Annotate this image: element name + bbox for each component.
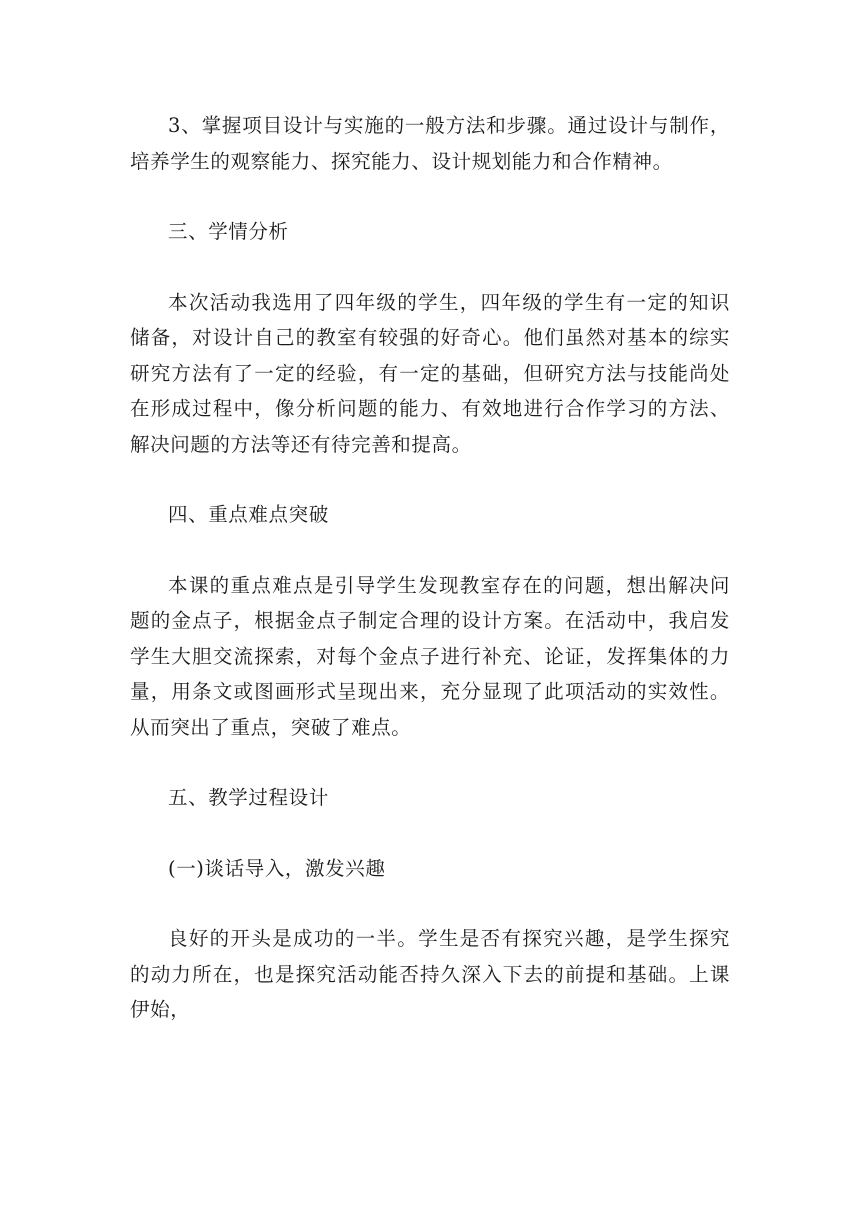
paragraph-gap [130,745,730,780]
subsection-heading-introduction: (一)谈话导入，激发兴趣 [168,856,386,880]
paragraph-gap [130,816,730,851]
paragraph-learner-analysis: 本次活动我选用了四年级的学生，四年级的学生有一定的知识储备，对设计自己的教室有较强的好奇心。他们虽然对基本的综实研究方法有了一定的经验，有一定的基础，但研究方法与技能尚处在形成过程中，像分析问题的能力、有效地进行合作学习的方法、解决问题的方法等还有待完善和提高。 [130,290,730,456]
paragraph-gap [130,179,730,214]
paragraph-gap [130,886,730,921]
paragraph-gap [130,250,730,285]
paragraph-objective-3: 3、掌握项目设计与实施的一般方法和步骤。通过设计与制作，培养学生的观察能力、探究能力、设计规划能力和合作精神。 [130,114,730,173]
paragraph-introduction: 良好的开头是成功的一半。学生是否有探究兴趣，是学生探究的动力所在，也是探究活动能否持久深入下去的前提和基础。上课伊始， [130,927,730,1021]
section-heading-teaching-process: 五、教学过程设计 [168,786,329,809]
document-body [130,108,730,1028]
section-heading-key-points: 四、重点难点突破 [168,503,329,526]
section-heading-learner-analysis: 三、学情分析 [168,220,289,243]
paragraph-gap [130,462,730,497]
paragraph-key-points: 本课的重点难点是引导学生发现教室存在的问题，想出解决问题的金点子，根据金点子制定合理的设计方案。在活动中，我启发学生大胆交流探索，对每个金点子进行补充、论证，发挥集体的力量，用条文或图画形式呈现出来，充分显现了此项活动的实效性。从而突出了重点，突破了难点。 [130,573,730,739]
paragraph-gap [130,533,730,568]
